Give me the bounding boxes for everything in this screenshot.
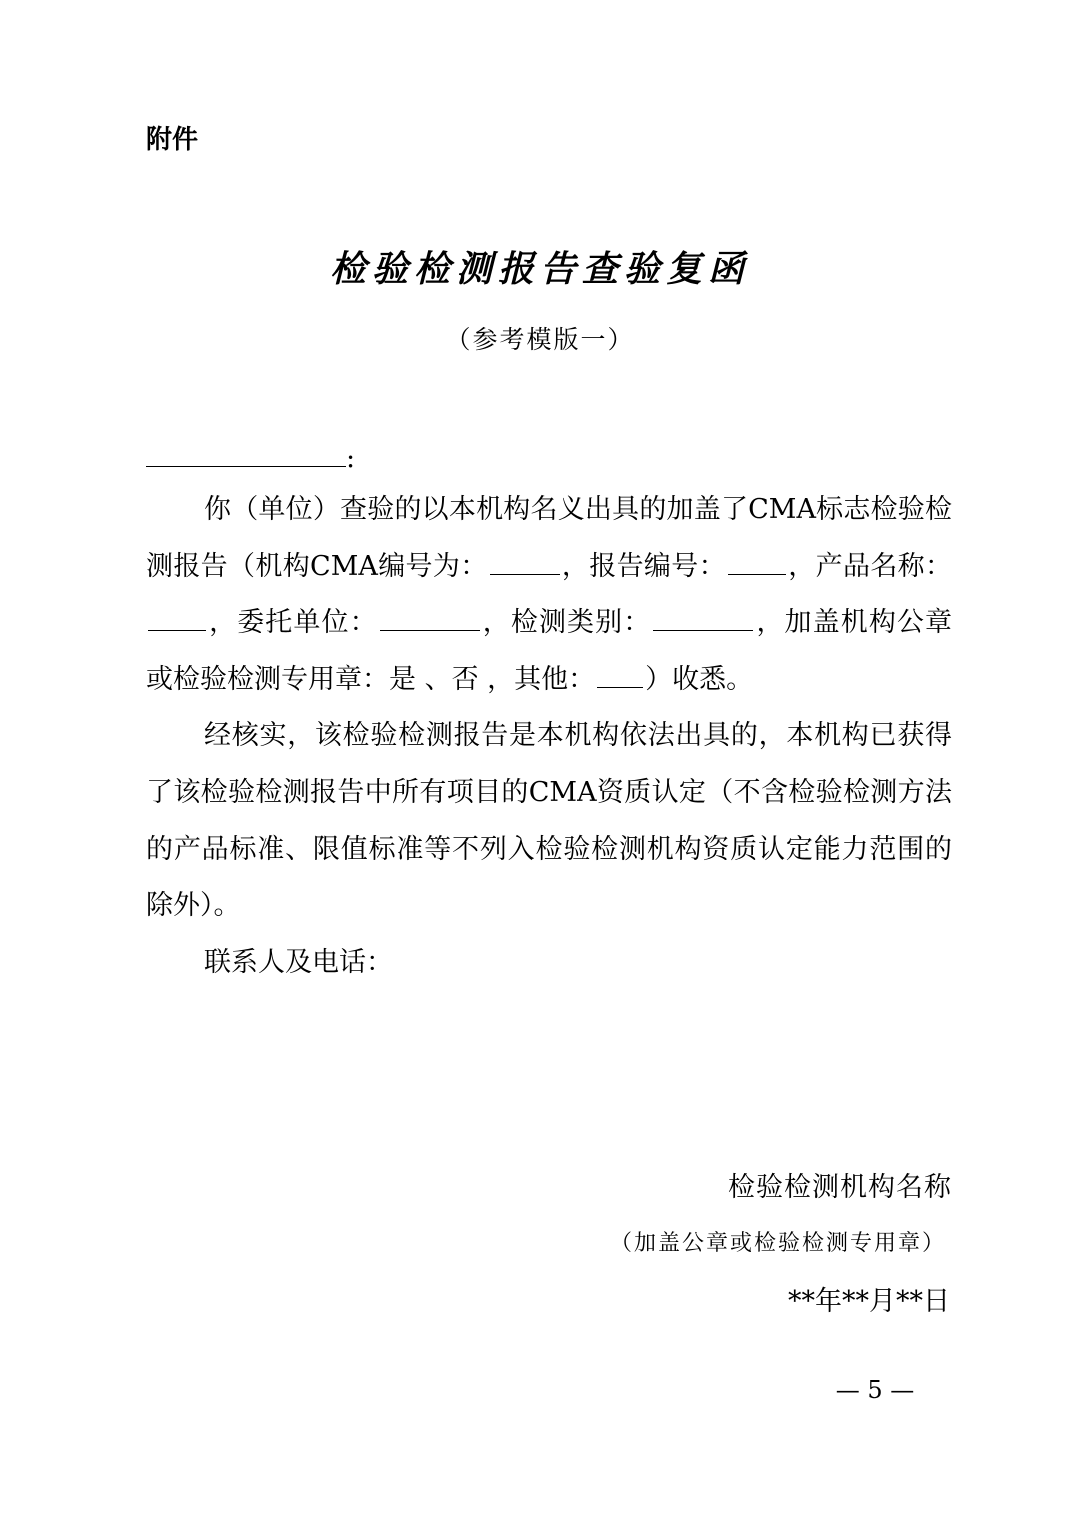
para1-text-2: ，报告编号： — [561, 550, 726, 582]
signature-seal-note: （加盖公章或检验检测专用章） — [609, 1231, 946, 1256]
product-name-blank — [148, 604, 206, 631]
attachment-label: 附件 — [146, 125, 199, 155]
paragraph-contact: 联系人及电话： — [204, 946, 393, 978]
report-number-blank — [728, 548, 786, 575]
para1-text-5: ，检测类别： — [481, 607, 652, 639]
letter-body — [146, 482, 952, 991]
paragraph-verification-request — [146, 482, 952, 708]
addressee-line — [146, 438, 355, 477]
para1-text-3: ，产品名称： — [787, 550, 952, 582]
signature-org-name: 检验检测机构名称 — [728, 1172, 952, 1203]
signature-date: **年**月**日 — [788, 1286, 950, 1317]
test-category-blank — [653, 604, 753, 631]
para1-text-1: 你（单位）查验的以本机构名义出具的加盖了CMA标志检验检测报告（机构CMA编号为： — [146, 494, 952, 582]
paragraph-verification-result: 经核实，该检验检测报告是本机构依法出具的，本机构已获得了该检验检测报告中所有项目的CMA资质认定（不含检验检测方法的产品标准、限值标准等不列入检验检测机构资质认定能力范围的除外）。 — [146, 720, 952, 922]
document-title: 检验检测报告查验复函 — [329, 248, 750, 290]
addressee-blank — [146, 438, 346, 467]
para1-text-6: ，加盖机构公章或检验检测专用章：是 、否 ，其他： — [146, 607, 953, 695]
cma-number-blank — [490, 548, 560, 575]
addressee-colon: : — [346, 443, 356, 474]
document-subtitle: （参考模版一） — [445, 325, 635, 354]
other-blank — [597, 661, 643, 688]
client-unit-blank — [380, 604, 480, 631]
para1-text-4: ，委托单位： — [208, 607, 378, 639]
para1-text-7: ）收悉。 — [645, 663, 754, 695]
page-number: — 5 — — [835, 1376, 915, 1404]
